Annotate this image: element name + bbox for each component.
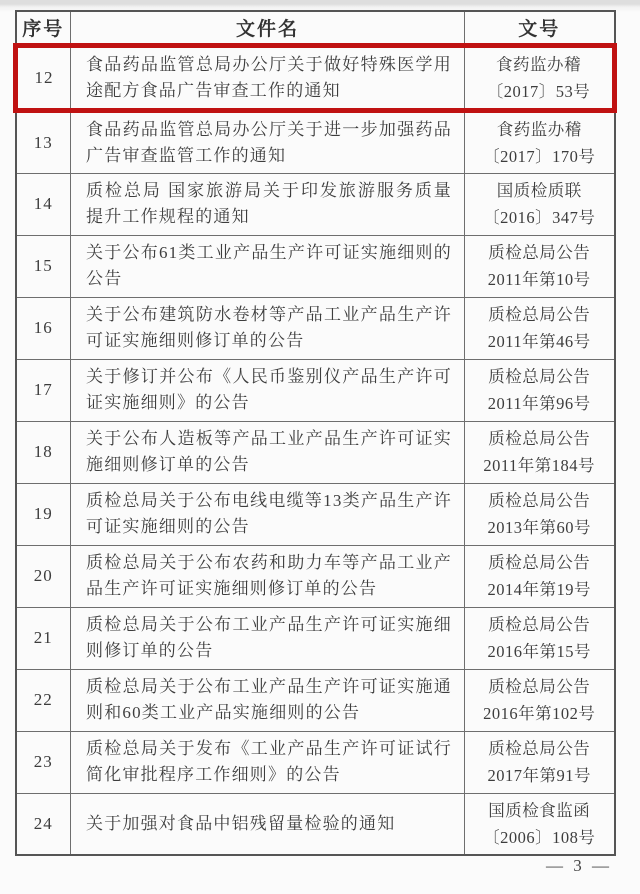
doc-number-cell [465, 483, 615, 545]
doc-number-cell [465, 359, 615, 421]
doc-number-cell [465, 45, 615, 110]
header-cell-serial: 序号 [16, 11, 71, 45]
row-number-cell: 15 [16, 235, 71, 297]
table-row [16, 421, 615, 483]
file-name-cell: 关于修订并公布《人民币鉴别仪产品生产许可证实施细则》的公告 [71, 359, 465, 421]
file-name-cell: 关于公布建筑防水卷材等产品工业产品生产许可证实施细则修订单的公告 [71, 297, 465, 359]
row-number-cell: 22 [16, 669, 71, 731]
doc-number-cell [465, 173, 615, 235]
file-name-cell: 食品药品监管总局办公厅关于做好特殊医学用途配方食品广告审查工作的通知 [71, 45, 465, 110]
row-number-cell: 21 [16, 607, 71, 669]
table-row [16, 731, 615, 793]
table-row [16, 793, 615, 855]
table-header-row [16, 11, 615, 45]
doc-number-line: 质检总局公告 [488, 739, 591, 758]
doc-number-line: 食药监办稽 [496, 54, 581, 74]
doc-number-line: 2011年第10号 [487, 270, 591, 289]
doc-number-line: 2016年第102号 [483, 704, 596, 723]
page-number: — 3 — [546, 856, 612, 875]
file-name-cell: 质检总局关于公布工业产品生产许可证实施细则修订单的公告 [71, 607, 465, 669]
row-number-cell: 19 [16, 483, 71, 545]
file-name-cell: 质检总局关于公布电线电缆等13类产品生产许可证实施细则的公告 [71, 483, 465, 545]
doc-number-line: 质检总局公告 [488, 615, 591, 634]
table-body [16, 45, 615, 855]
file-name-cell: 质检总局关于发布《工业产品生产许可证试行简化审批程序工作细则》的公告 [71, 731, 465, 793]
doc-number-cell [465, 545, 615, 607]
row-number-cell: 24 [16, 793, 71, 855]
table-row [16, 359, 615, 421]
doc-number-cell [465, 731, 615, 793]
doc-number-line: 〔2017〕170号 [483, 146, 596, 166]
doc-number-line: 国质检质联 [496, 181, 582, 200]
header-cell-filename: 文件名 [71, 11, 465, 45]
doc-number-cell [465, 297, 615, 359]
row-number-cell: 14 [16, 173, 71, 235]
doc-number-line: 2011年第46号 [487, 332, 591, 351]
doc-number-line: 质检总局公告 [488, 367, 591, 386]
file-name-cell: 食品药品监管总局办公厅关于进一步加强药品广告审查监管工作的通知 [71, 110, 465, 173]
doc-number-line: 食药监办稽 [496, 119, 582, 139]
doc-number-cell [465, 110, 615, 173]
doc-number-line: 〔2017〕53号 [486, 81, 591, 101]
doc-number-line: 2016年第15号 [487, 642, 591, 661]
file-name-cell: 质检总局关于公布工业产品生产许可证实施通则和60类工业产品实施细则的公告 [71, 669, 465, 731]
table-row [16, 669, 615, 731]
row-number-cell: 16 [16, 297, 71, 359]
row-number-cell: 20 [16, 545, 71, 607]
doc-number-line: 国质检食监函 [488, 800, 591, 820]
row-number-cell: 17 [16, 359, 71, 421]
doc-number-cell [465, 669, 615, 731]
table-row [16, 545, 615, 607]
table-row [16, 607, 615, 669]
doc-number-line: 2014年第19号 [487, 580, 591, 599]
doc-number-line: 质检总局公告 [488, 305, 591, 324]
row-number-cell: 13 [16, 110, 71, 173]
doc-number-line: 2011年第184号 [483, 456, 596, 475]
table-row [16, 173, 615, 235]
row-number-cell: 18 [16, 421, 71, 483]
doc-number-line: 质检总局公告 [488, 553, 591, 572]
doc-number-line: 质检总局公告 [488, 491, 591, 510]
doc-number-cell [465, 793, 615, 855]
table-row [16, 483, 615, 545]
doc-number-cell [465, 607, 615, 669]
doc-number-line: 2017年第91号 [487, 766, 591, 785]
doc-number-line: 〔2016〕347号 [483, 208, 596, 227]
doc-number-line: 2013年第60号 [487, 518, 591, 537]
doc-number-cell [465, 421, 615, 483]
file-name-cell: 质检总局关于公布农药和助力车等产品工业产品生产许可证实施细则修订单的公告 [71, 545, 465, 607]
doc-number-line: 质检总局公告 [488, 243, 591, 262]
doc-number-line: 2011年第96号 [487, 394, 591, 413]
document-table [13, 10, 617, 856]
table-row [16, 297, 615, 359]
table-row [16, 45, 615, 110]
row-number-cell: 23 [16, 731, 71, 793]
header-cell-docnumber: 文号 [465, 11, 615, 45]
doc-number-line: 质检总局公告 [488, 677, 591, 696]
doc-number-line: 质检总局公告 [488, 429, 591, 448]
file-name-cell: 关于加强对食品中铝残留量检验的通知 [71, 793, 465, 855]
doc-number-line: 〔2006〕108号 [483, 827, 596, 847]
table-row [16, 110, 615, 173]
row-number-cell: 12 [16, 45, 71, 110]
document-page [13, 10, 613, 856]
file-name-cell: 关于公布61类工业产品生产许可证实施细则的公告 [71, 235, 465, 297]
table-row [16, 235, 615, 297]
file-name-cell: 质检总局 国家旅游局关于印发旅游服务质量提升工作规程的通知 [71, 173, 465, 235]
doc-number-cell [465, 235, 615, 297]
file-name-cell: 关于公布人造板等产品工业产品生产许可证实施细则修订单的公告 [71, 421, 465, 483]
